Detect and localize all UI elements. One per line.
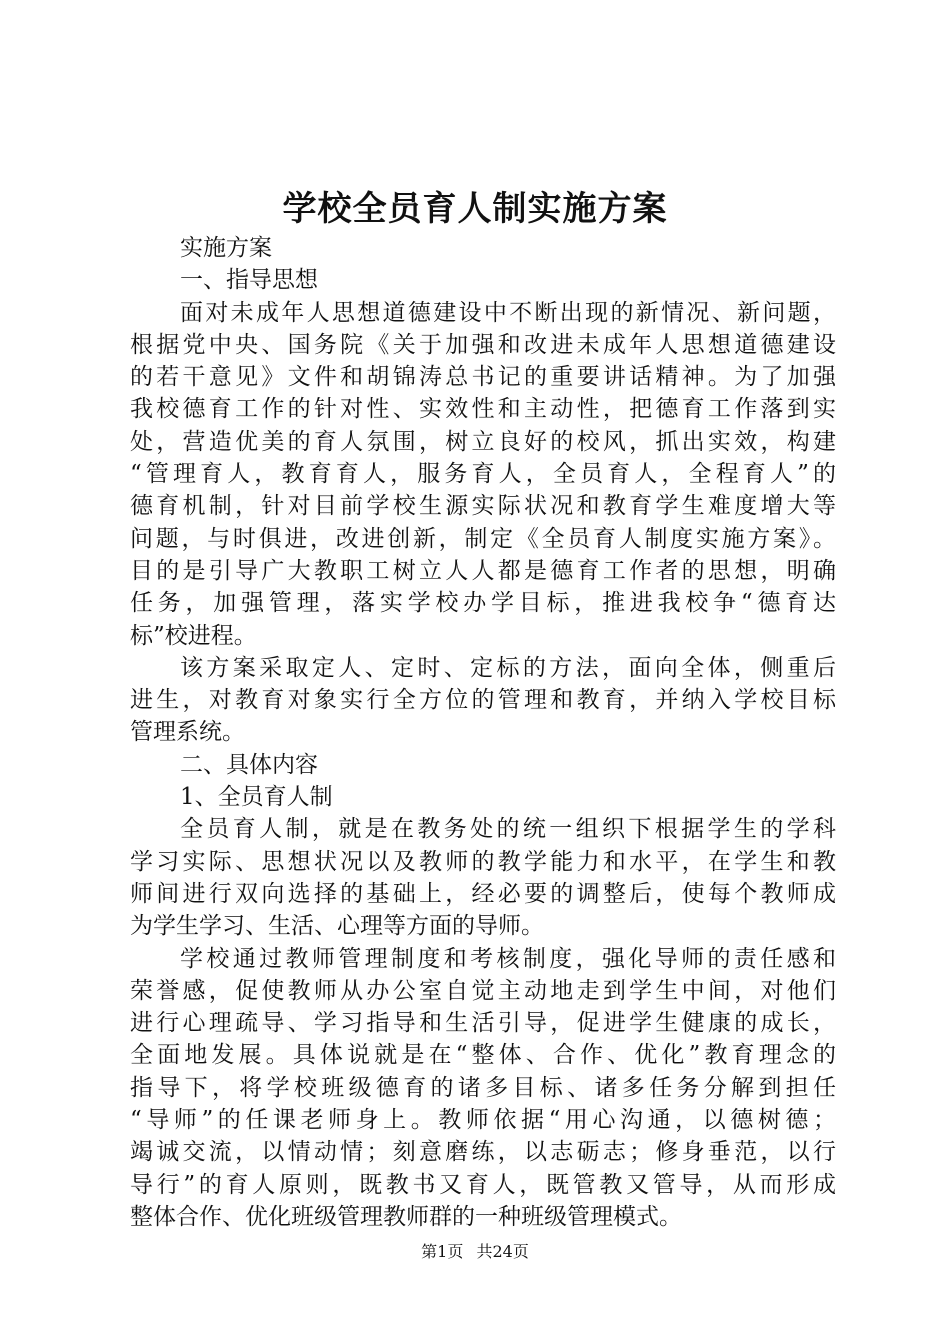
text-line: 标”校进程。 — [130, 622, 257, 649]
text-line: 根据党中央、国务院《关于加强和改进未成年人思想道德建设 — [130, 331, 836, 358]
text-line: 进生，对教育对象实行全方位的管理和教育，并纳入学校目标 — [130, 687, 836, 714]
text-line: 目的是引导广大教职工树立人人都是德育工作者的思想，明确 — [130, 557, 836, 584]
page-total: 共24页 — [476, 1242, 529, 1261]
text-line: 面对未成年人思想道德建设中不断出现的新情况、新问题， — [180, 299, 836, 326]
text-line: 问题，与时俱进，改进创新，制定《全员育人制度实施方案》。 — [130, 525, 836, 552]
text-line: 为学生学习、生活、心理等方面的导师。 — [130, 913, 544, 940]
section-heading: 二、具体内容 — [180, 751, 318, 778]
text-line: 荣誉感，促使教师从办公室自觉主动地走到学生中间，对他们 — [130, 977, 836, 1004]
text-line: 竭诚交流，以情动情；刻意磨练，以志砺志；修身垂范，以行 — [130, 1139, 836, 1166]
subsection-heading: 1、全员育人制 — [180, 784, 333, 811]
text-line: 整体合作、优化班级管理教师群的一种班级管理模式。 — [130, 1203, 682, 1230]
text-line: 学校通过教师管理制度和考核制度，强化导师的责任感和 — [180, 945, 836, 972]
document-body — [130, 232, 836, 1233]
document-title: 学校全员育人制实施方案 — [282, 189, 668, 229]
page-number: 第1页 — [421, 1242, 464, 1261]
text-line: 该方案采取定人、定时、定标的方法，面向全体，侧重后 — [180, 654, 836, 681]
text-line: 学习实际、思想状况以及教师的教学能力和水平，在学生和教 — [130, 848, 836, 875]
text-line: 指导下，将学校班级德育的诸多目标、诸多任务分解到担任 — [130, 1074, 836, 1101]
page-footer — [0, 1240, 950, 1264]
text-line: 全员育人制，就是在教务处的统一组织下根据学生的学科 — [180, 816, 836, 843]
text-line: “导师”的任课老师身上。教师依据“用心沟通，以德树德； — [130, 1107, 836, 1134]
text-line: 管理系统。 — [130, 719, 245, 746]
text-line: 我校德育工作的针对性、实效性和主动性，把德育工作落到实 — [130, 396, 836, 423]
text-line: 导行”的育人原则，既教书又育人，既管教又管导，从而形成 — [130, 1171, 836, 1198]
text-line: 任务，加强管理，落实学校办学目标，推进我校争“德育达 — [130, 590, 836, 617]
text-line: 德育机制，针对目前学校生源实际状况和教育学生难度增大等 — [130, 493, 836, 520]
section-heading: 一、指导思想 — [180, 267, 318, 294]
text-line: 师间进行双向选择的基础上，经必要的调整后，使每个教师成 — [130, 880, 836, 907]
text-line: “管理育人，教育育人，服务育人，全员育人，全程育人”的 — [130, 461, 836, 488]
text-line: 处，营造优美的育人氛围，树立良好的校风，抓出实效，构建 — [130, 428, 836, 455]
text-line: 进行心理疏导、学习指导和生活引导，促进学生健康的成长， — [130, 1010, 836, 1037]
text-line: 实施方案 — [180, 235, 272, 261]
text-line: 全面地发展。具体说就是在“整体、合作、优化”教育理念的 — [130, 1042, 836, 1069]
text-line: 的若干意见》文件和胡锦涛总书记的重要讲话精神。为了加强 — [130, 364, 836, 391]
